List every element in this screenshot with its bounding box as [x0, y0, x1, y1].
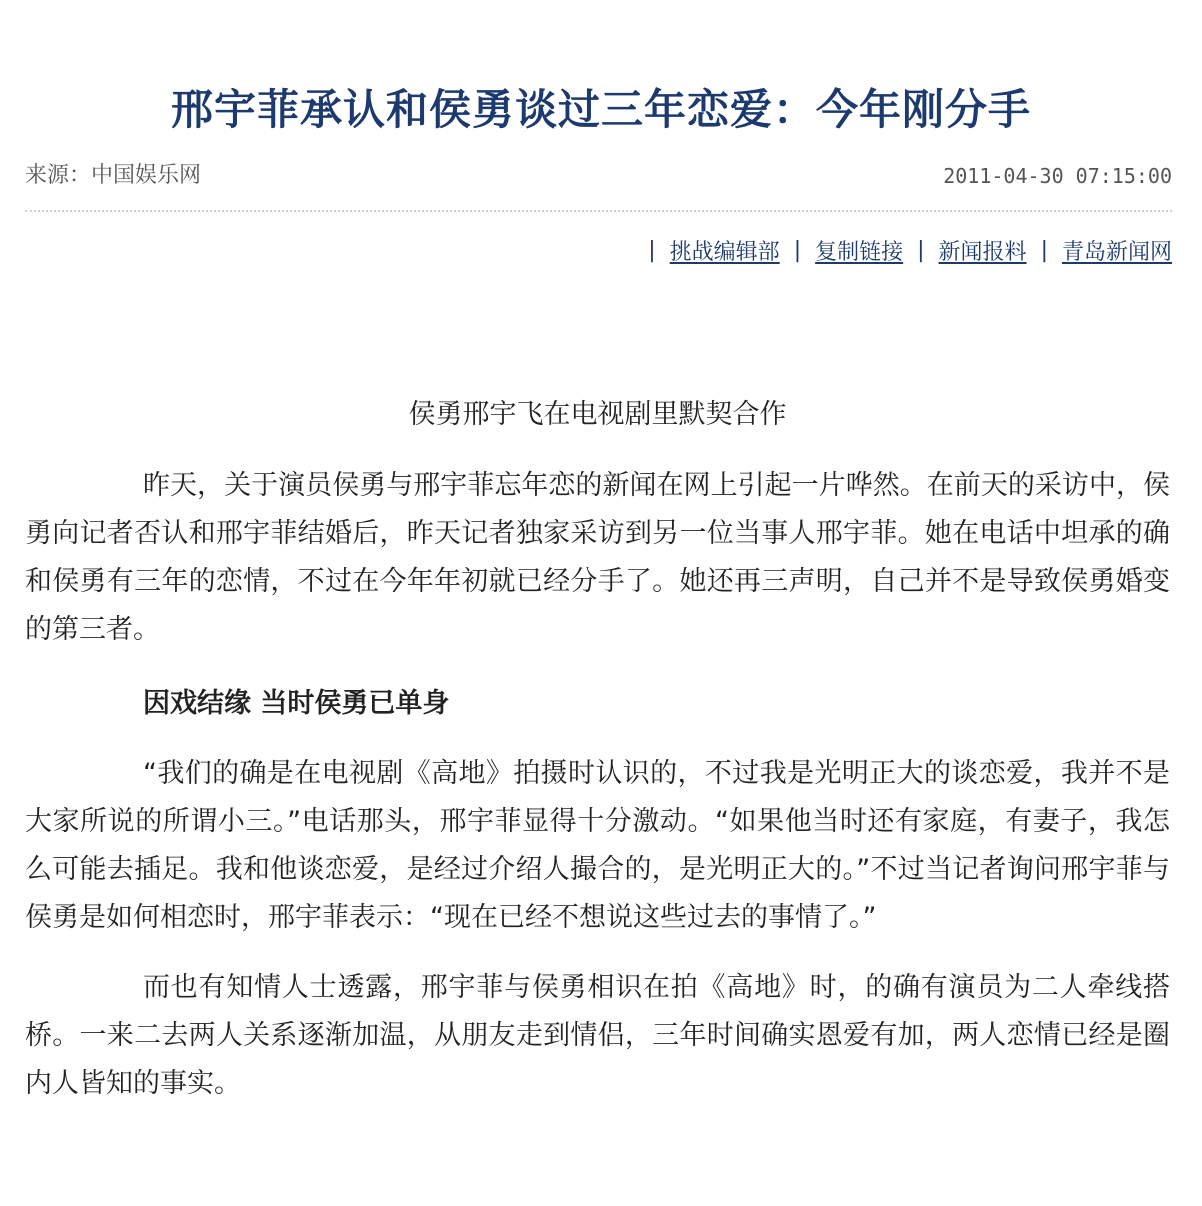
article-subtitle: 侯勇邢宇飞在电视剧里默契合作	[408, 399, 787, 430]
article-body	[25, 390, 1170, 1108]
body-paragraph: 而也有知情人士透露，邢宇菲与侯勇相识在拍《高地》时，的确有演员为二人牵线搭桥。一来二去两人关系逐渐加温，从朋友走到情侣，三年时间确实恩爱有加，两人恋情已经是圈内人皆知的事实。	[25, 972, 1170, 1099]
article-toolbar	[634, 230, 1172, 270]
toolbar-link-qingdao-news[interactable]: 青岛新闻网	[1061, 239, 1172, 265]
toolbar-link-challenge-editors[interactable]: 挑战编辑部	[669, 239, 780, 265]
article-datetime: 2011-04-30 07:15:00	[943, 164, 1172, 188]
article-meta	[25, 158, 1172, 194]
toolbar-link-copy-link[interactable]: 复制链接	[815, 239, 904, 265]
section-heading: 因戏结缘 当时侯勇已单身	[143, 688, 450, 719]
toolbar-separator: |	[793, 237, 802, 263]
toolbar-separator: |	[917, 237, 925, 263]
toolbar-link-news-tip[interactable]: 新闻报料	[938, 239, 1027, 265]
toolbar-separator: |	[1040, 237, 1048, 263]
toolbar-separator: |	[648, 237, 656, 263]
meta-divider	[25, 210, 1172, 212]
article-source: 来源：中国娱乐网	[25, 163, 202, 188]
body-paragraph: “我们的确是在电视剧《高地》拍摄时认识的，不过我是光明正大的谈恋爱，我并不是大家所说的所谓小三。”电话那头，邢宇菲显得十分激动。“如果他当时还有家庭，有妻子，我怎么可能去插足。我和他谈恋爱，是经过介绍人撮合的，是光明正大的。”不过当记者询问邢宇菲与侯勇是如何相恋时，邢宇菲表示：“现在已经不想说这些过去的事情了。”	[25, 758, 1170, 933]
body-paragraph: 昨天，关于演员侯勇与邢宇菲忘年恋的新闻在网上引起一片哗然。在前天的采访中，侯勇向记者否认和邢宇菲结婚后，昨天记者独家采访到另一位当事人邢宇菲。她在电话中坦承的确和侯勇有三年的恋情，不过在今年年初就已经分手了。她还再三声明，自己并不是导致侯勇婚变的第三者。	[25, 470, 1170, 645]
article-title: 邢宇菲承认和侯勇谈过三年恋爱：今年刚分手	[170, 85, 1031, 134]
